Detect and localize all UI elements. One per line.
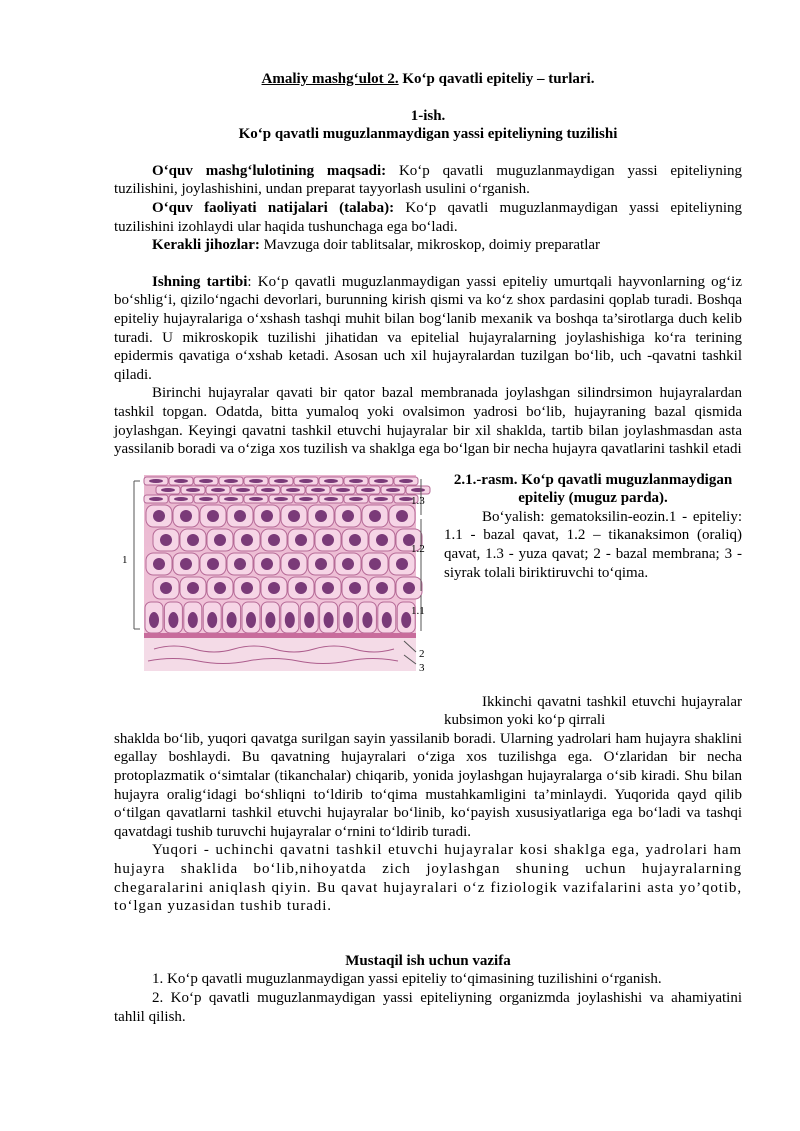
cell-nucleus [149, 479, 163, 483]
cell-nucleus [199, 479, 213, 483]
cell-nucleus [207, 558, 219, 570]
label-1-2: 1.2 [411, 542, 425, 555]
cell-nucleus [261, 558, 273, 570]
cell-nucleus [241, 582, 253, 594]
cell-nucleus [403, 582, 415, 594]
cell-nucleus [396, 510, 408, 522]
cell-nucleus [224, 479, 238, 483]
cell-nucleus [149, 612, 159, 628]
cell-nucleus [188, 612, 198, 628]
cell-nucleus [234, 510, 246, 522]
cell-nucleus [342, 558, 354, 570]
cell-nucleus [160, 582, 172, 594]
cell-nucleus [207, 612, 217, 628]
cell-nucleus [401, 612, 411, 628]
equipment-label: Kerakli jihozlar: [152, 237, 260, 254]
cell-nucleus [174, 497, 188, 501]
aim-paragraph [114, 162, 742, 199]
cell-nucleus [285, 612, 295, 628]
cell-nucleus [214, 534, 226, 546]
figure-caption [444, 471, 742, 583]
cell-nucleus [374, 479, 388, 483]
cell-nucleus [396, 558, 408, 570]
cell-nucleus [382, 612, 392, 628]
cell-nucleus [265, 612, 275, 628]
task-1: 1. Ko‘p qavatli muguzlanmaydigan yassi epiteliy to‘qimasining tuzilishini o‘rganish. [152, 971, 662, 988]
title-rest: Ko‘p qavatli epiteliy – turlari. [398, 71, 595, 87]
cell-nucleus [369, 558, 381, 570]
cell-nucleus [295, 582, 307, 594]
cell-nucleus [324, 479, 338, 483]
results-paragraph [114, 199, 742, 236]
first-layer-paragraph: Birinchi hujayralar qavati bir qator bazal membranada joylashgan silindrsimon hujayralardan tashkil topgan. Odatda, bitta yumaloq yoki ovalsimon yadrosi bo‘lib, hujayraning bazal qismida joylashgan. Keyingi qavatni tashkil etuvchi hujayralar bir xil shaklda, tartib bilan joylashmasdan asta yassilanib boradi va o‘ziga xos tuzilish va shaklga ega bo‘lgan bir necha hujayra qavatlarini tashkil etadi [114, 385, 742, 458]
cell-nucleus [349, 497, 363, 501]
cell-nucleus [295, 534, 307, 546]
cell-nucleus [227, 612, 237, 628]
cell-nucleus [268, 582, 280, 594]
cell-nucleus [224, 497, 238, 501]
cell-nucleus [336, 488, 350, 492]
cell-nucleus [315, 558, 327, 570]
work-number: 1-ish. [410, 107, 446, 124]
cell-nucleus [304, 612, 314, 628]
cell-nucleus [288, 558, 300, 570]
cell-nucleus [199, 497, 213, 501]
equipment-text: Mavzuga doir tablitsalar, mikroskop, doimiy preparatlar [259, 237, 601, 254]
second-layer-paragraph [114, 730, 742, 842]
cell-nucleus [180, 510, 192, 522]
cell-nucleus [324, 497, 338, 501]
cell-nucleus [376, 534, 388, 546]
second-layer-lead: Ikkinchi qavatni tashkil etuvchi hujayralar kubsimon yoki ko‘p qirrali [444, 693, 742, 729]
work-title: Ko‘p qavatli muguzlanmaydigan yassi epiteliyning tuzilishi [238, 126, 618, 143]
document-page [114, 70, 742, 1026]
cell-nucleus [322, 582, 334, 594]
cell-nucleus [174, 479, 188, 483]
second-layer-text: shaklda bo‘lib, yuqori qavatga surilgan sayin yassilanib boradi. Ularning yadrolari ham hujayra shaklini egallay boshlaydi. Bu qavatning hujayralari o‘ziga xos tuzilishga ega. O‘zlaridan bir necha protoplazmatik o‘simtalar (tikanchalar) chiqarib, yonida joylashgan hujayralarga o‘sib kiradi. Shu bilan hujayra oralig‘idagi bo‘shliqni to‘ldirib to‘qima mustahkamligini ta’minlaydi. Yuqorida qayd qilib o‘tilgan qavatlarni tashkil etuvchi hujayralar bo‘linib, ko‘payish xususiyatlariga ega bo‘ladi va tashqi qavatdagi tushib turuvchi hujayralar o‘rnini to‘ldirib turadi. [114, 730, 742, 840]
label-1-1: 1.1 [411, 604, 425, 617]
label-1: 1 [122, 553, 128, 566]
cell-nucleus [261, 488, 275, 492]
cell-nucleus [149, 497, 163, 501]
cell-nucleus [261, 510, 273, 522]
page-title [114, 70, 742, 89]
cell-nucleus [299, 479, 313, 483]
cell-nucleus [187, 534, 199, 546]
cell-nucleus [349, 479, 363, 483]
cell-nucleus [161, 488, 175, 492]
cell-nucleus [274, 479, 288, 483]
cell-nucleus [268, 534, 280, 546]
cell-nucleus [249, 497, 263, 501]
cell-nucleus [246, 612, 256, 628]
cell-nucleus [299, 497, 313, 501]
title-underlined: Amaliy mashg‘ulot 2. [261, 71, 399, 87]
procedure-label: Ishning tartibi [152, 273, 248, 290]
third-layer-paragraph: Yuqori - uchinchi qavatni tashkil etuvchi hujayralar kosi shaklga ega, yadrolari ham hujayra shaklida bo‘lib,nihoyatda zich joylashgan shuning uchun hujayralarning chegaralarini aniqlash qiyin. Bu qavat hujayralari o‘z fiziologik vazifalarini asta yo’qotib, to‘lgan yuzasidan tushib turadi. [114, 842, 742, 915]
cell-nucleus [274, 497, 288, 501]
cell-nucleus [168, 612, 178, 628]
cell-nucleus [180, 558, 192, 570]
cell-nucleus [241, 534, 253, 546]
results-label: O‘quv faoliyati natijalari (talaba): [152, 199, 395, 216]
cell-nucleus [343, 612, 353, 628]
cell-nucleus [369, 510, 381, 522]
caption-text: Bo‘yalish: gematoksilin-eozin.1 - epiteliy: 1.1 - bazal qavat, 1.2 – tikanaksimon (oraliq) qavat, 1.3 - yuza qavat; 2 - bazal membrana; 3 - siyrak tolali biriktiruvchi to‘qima. [444, 508, 742, 581]
cell-nucleus [236, 488, 250, 492]
cell-nucleus [153, 558, 165, 570]
cell-nucleus [249, 479, 263, 483]
cell-nucleus [234, 558, 246, 570]
cell-nucleus [362, 612, 372, 628]
cell-nucleus [376, 582, 388, 594]
cell-nucleus [187, 582, 199, 594]
aim-label: O‘quv mashg‘lulotining maqsadi: [152, 162, 387, 179]
label-1-3: 1.3 [411, 494, 425, 507]
aim-text: Ko‘p qavatli muguzlanmaydigan yassi epiteliyning tuzilishini, joylashishini, undan preparat tayyorlash usulini o‘rganish. [114, 162, 742, 198]
tasks-title: Mustaqil ish uchun vazifa [345, 952, 511, 969]
label-2: 2 [419, 647, 425, 660]
epithelium-micrograph [114, 471, 436, 687]
figure-block [114, 471, 742, 693]
cell-nucleus [349, 534, 361, 546]
cell-nucleus [153, 510, 165, 522]
cell-nucleus [342, 510, 354, 522]
cell-nucleus [386, 488, 400, 492]
cell-nucleus [324, 612, 334, 628]
cell-nucleus [207, 510, 219, 522]
cell-nucleus [399, 479, 413, 483]
second-layer-paragraph-start [444, 693, 742, 730]
connective-tissue [144, 638, 416, 671]
equipment-paragraph [114, 236, 742, 255]
basal-membrane [144, 633, 416, 638]
cell-nucleus [160, 534, 172, 546]
procedure-paragraph [114, 273, 742, 385]
cell-nucleus [288, 510, 300, 522]
cell-nucleus [361, 488, 375, 492]
cell-nucleus [186, 488, 200, 492]
procedure-text: : Ko‘p qavatli muguzlanmaydigan yassi epiteliy umurtqali hayvonlarning og‘iz bo‘shlig‘i, qizilo‘ngachi devorlari, burunning kirish qismi va ko‘z shox pardasini qoplab turadi. Boshqa epiteliy hujayralariga o‘xshash tashqi muhit bilan bog‘lanib mexanik va boshqa ta’sirotlarga duch kelib turadi. U mikroskopik tuzilishi jihatidan va epitelial hujayralarning joylashishiga ko‘ra terining epidermis qavatiga o‘xshab ketadi. Asosan uch xil hujayralardan tuzilgan bo‘lib, uch -qavatni tashkil qiladi. [114, 273, 742, 383]
caption-title: 2.1.-rasm. Ko‘p qavatli muguzlanmaydigan epiteliy (muguz parda). [453, 471, 733, 507]
cell-nucleus [315, 510, 327, 522]
task-2: 2. Ko‘p qavatli muguzlanmaydigan yassi epiteliyning organizmda joylashishi va ahamiyatini tahlil qilish. [114, 990, 742, 1025]
label-3: 3 [419, 661, 425, 674]
cell-nucleus [411, 488, 425, 492]
cell-nucleus [311, 488, 325, 492]
cell-nucleus [349, 582, 361, 594]
cell-nucleus [286, 488, 300, 492]
cell-nucleus [211, 488, 225, 492]
cell-nucleus [322, 534, 334, 546]
cell-nucleus [374, 497, 388, 501]
results-text: Ko‘p qavatli muguzlanmaydigan yassi epiteliyning tuzilishini izohlaydi ular haqida tushunchaga ega bo‘ladi. [114, 199, 742, 235]
cell-nucleus [214, 582, 226, 594]
